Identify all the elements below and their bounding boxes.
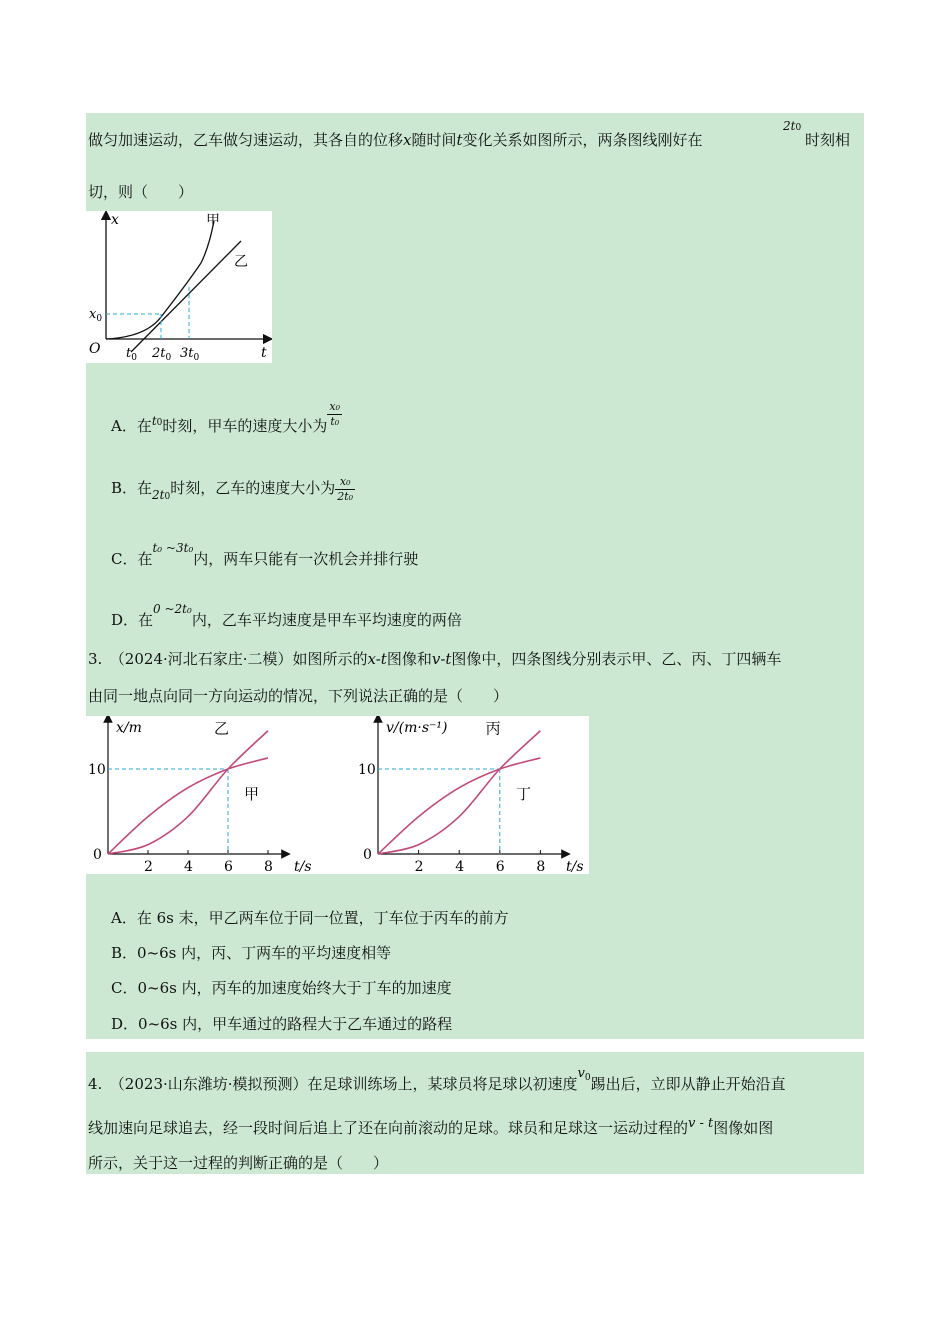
curve-label-jia: 甲 (206, 213, 220, 229)
q3-option-a[interactable]: A．在 6s 末，甲乙两车位于同一位置，丁车位于丙车的前方 (111, 909, 509, 927)
axis-label-x: x (111, 212, 119, 228)
x-tick-label: 8 (264, 859, 273, 874)
y-tick-label: 10 (88, 762, 106, 778)
y-tick-label: 10 (358, 762, 376, 778)
q2-stem-line2: 切，则（ ） (88, 183, 194, 201)
x0-label: $x_0$ (89, 307, 103, 324)
q4-stem-line2: 线加速向足球追去，经一段时间后追上了还在向前滚动的足球。球员和足球这一运动过程的v - t图像如图 (88, 1116, 774, 1137)
q3-option-c[interactable]: C．0~6s 内，丙车的加速度始终大于丁车的加速度 (111, 979, 452, 997)
q2-option-c[interactable]: C．在$^{t_0 \sim 3t_0}$内，两车只能有一次机会并排行驶 (111, 541, 419, 568)
series-label-1: 丁 (516, 784, 532, 803)
x-tick-label: 4 (184, 859, 193, 874)
q3-stem-line1: 3. （2024·河北石家庄·二模）如图所示的x-t图像和v-t图像中，四条图线分别表示甲、乙、丙、丁四辆车 (88, 650, 782, 668)
xt-xlabel: t/s (294, 859, 312, 874)
q3-option-d[interactable]: D．0~6s 内，甲车通过的路程大于乙车通过的路程 (111, 1015, 453, 1033)
xt-ylabel: x/m (116, 720, 142, 736)
x-tick-label: 2 (414, 859, 424, 874)
axis-label-t: t (261, 345, 267, 361)
origin-label: O (89, 341, 101, 357)
vt-origin: 0 (363, 847, 372, 863)
line-label-yi: 乙 (234, 254, 248, 270)
series-label-0: 乙 (214, 719, 230, 738)
q2-stem-line1-end: 时刻相 (805, 131, 851, 149)
q3-option-b[interactable]: B．0~6s 内，丙、丁两车的平均速度相等 (111, 944, 392, 962)
series-label-1: 甲 (244, 784, 260, 803)
q2-xt-figure (86, 211, 272, 363)
x-tick-label: 8 (536, 859, 546, 874)
x-tick-label: 6 (224, 859, 233, 874)
q2-option-b[interactable]: B．在$_{2t0}$时刻，乙车的速度大小为 $\frac{\text{x₀}}{\text{2t₀}}$ (111, 474, 354, 503)
tick-2t0: $2t_0$ (152, 346, 172, 363)
series-line-1 (378, 758, 540, 854)
tick-t0: $t_0$ (126, 346, 137, 363)
q3-stem-line2: 由同一地点向同一方向运动的情况，下列说法正确的是（ ） (88, 687, 509, 705)
vt-chart (358, 718, 584, 874)
curve-jia (106, 221, 214, 339)
series-label-0: 丙 (485, 719, 501, 738)
q4-stem-line1: 4. （2023·山东潍坊·模拟预测）在足球训练场上，某球员将足球以初速度$v^0$踢出后，立即从静止开始沿直 (88, 1066, 786, 1093)
tick-3t0: $3t_0$ (180, 346, 200, 363)
line-yi (131, 241, 241, 352)
vt-xlabel: t/s (566, 859, 584, 874)
q2-option-a[interactable]: A．在$^{t0}$时刻，甲车的速度大小为 $\frac{\text{x₀}}{\text{t₀}}$ (111, 400, 341, 435)
vt-ylabel: v/(m·s⁻¹) (386, 720, 448, 736)
q2-option-d[interactable]: D．在$^{0 \sim 2t_0}$内，乙车平均速度是甲车平均速度的两倍 (111, 602, 462, 629)
xt-origin: 0 (93, 847, 102, 863)
q2-tangent-time: 2t0 (783, 119, 802, 133)
x-tick-label: 6 (495, 859, 505, 874)
x-tick-label: 2 (144, 859, 153, 874)
q3-figure (86, 716, 589, 874)
q2-stem-line1: 做匀加速运动，乙车做匀速运动，其各自的位移x随时间t变化关系如图所示，两条图线刚好在 (88, 131, 703, 149)
series-line-1 (108, 758, 268, 854)
x-tick-label: 4 (455, 859, 465, 874)
xt-chart (88, 718, 312, 874)
q4-stem-line3: 所示，关于这一过程的判断正确的是（ ） (88, 1154, 389, 1172)
